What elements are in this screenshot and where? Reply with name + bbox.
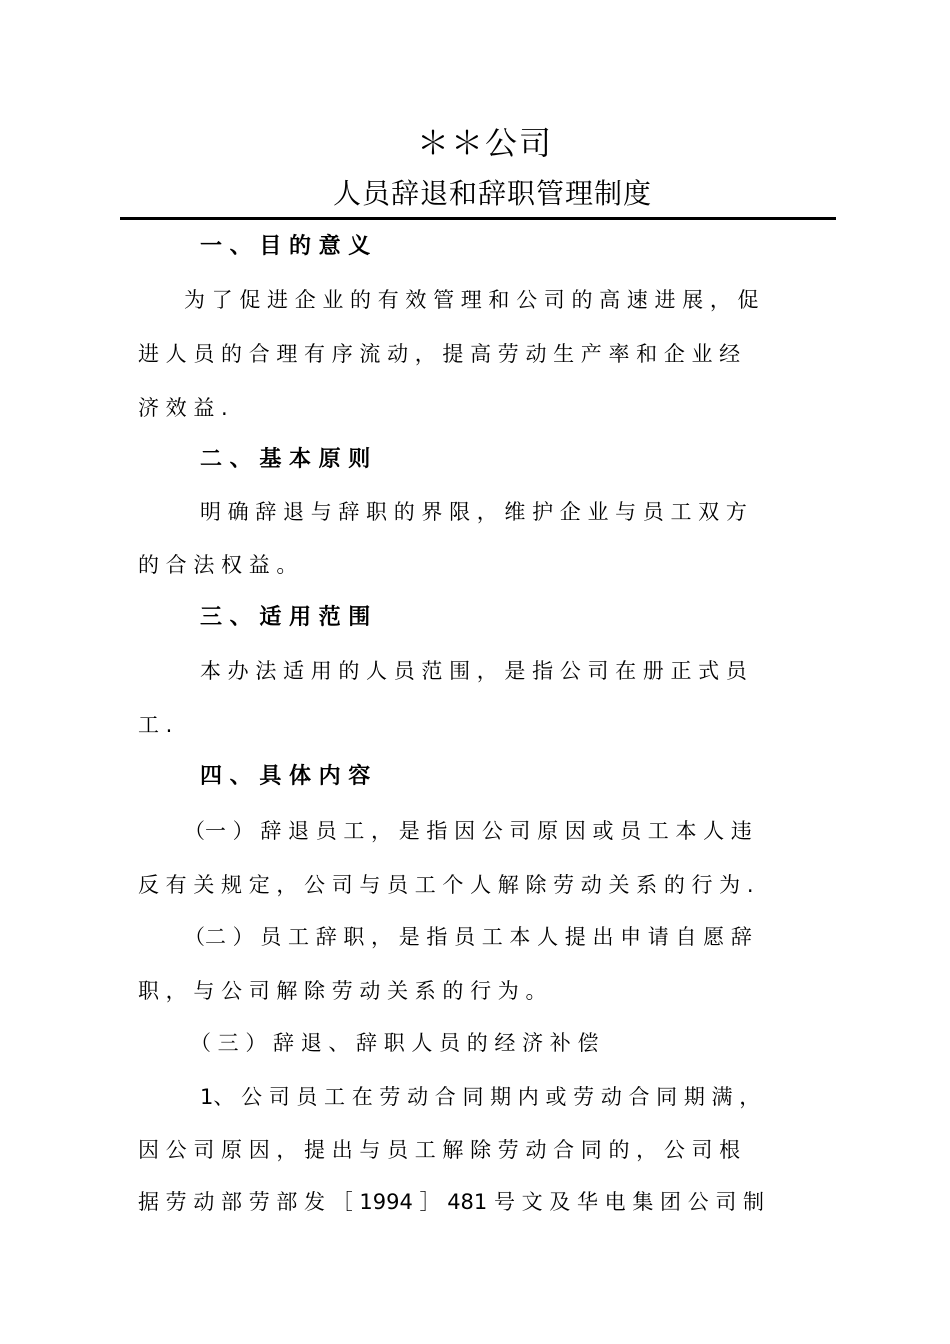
paragraph-line: 进 人 员 的 合 理 有 序 流 动 ， 提 高 劳 动 生 产 率 和 企 业 经	[138, 342, 741, 366]
section-heading-purpose: 一 、 目 的 意 义	[200, 234, 371, 259]
section-heading-scope: 三 、 适 用 范 围	[200, 605, 371, 630]
section-heading-content: 四 、 具 体 内 容	[200, 764, 371, 789]
paragraph-line: 的 合 法 权 益 。	[138, 553, 298, 577]
paragraph-line: 本 办 法 适 用 的 人 员 范 围 ， 是 指 公 司 在 册 正 式 员	[200, 659, 747, 683]
company-title: ＊＊公司	[416, 124, 553, 162]
paragraph-line: 工 .	[138, 713, 173, 737]
paragraph-line: 明 确 辞 退 与 辞 职 的 界 限 ， 维 护 企 业 与 员 工 双 方	[200, 500, 747, 524]
paragraph-line: 职 ， 与 公 司 解 除 劳 动 关 系 的 行 为 。	[138, 979, 547, 1003]
paragraph-line: 济 效 益 .	[138, 396, 228, 420]
paragraph-line: （一 ） 辞 退 员 工 ， 是 指 因 公 司 原 因 或 员 工 本 人 违	[184, 819, 752, 843]
paragraph-line: 据 劳 动 部 劳 部 发 ［ 1994 ］ 481 号 文 及 华 电 集 团 公 司 制	[138, 1190, 765, 1214]
paragraph-line: 1、 公 司 员 工 在 劳 动 合 同 期 内 或 劳 动 合 同 期 满 ，	[200, 1085, 761, 1109]
paragraph-line: （二 ） 员 工 辞 职 ， 是 指 员 工 本 人 提 出 申 请 自 愿 辞	[184, 925, 752, 949]
section-heading-principles: 二 、 基 本 原 则	[200, 447, 371, 472]
document-title: 人员辞退和辞职管理制度	[332, 177, 652, 210]
paragraph-line: 因 公 司 原 因 ， 提 出 与 员 工 解 除 劳 动 合 同 的 ， 公 司 根	[138, 1138, 741, 1162]
paragraph-line: （ 三 ） 辞 退 、 辞 职 人 员 的 经 济 补 偿	[190, 1031, 599, 1055]
paragraph-line: 为 了 促 进 企 业 的 有 效 管 理 和 公 司 的 高 速 进 展 ， 促	[184, 288, 759, 312]
paragraph-line: 反 有 关 规 定 ， 公 司 与 员 工 个 人 解 除 劳 动 关 系 的 行 为 .	[138, 873, 754, 897]
title-divider	[120, 217, 836, 220]
